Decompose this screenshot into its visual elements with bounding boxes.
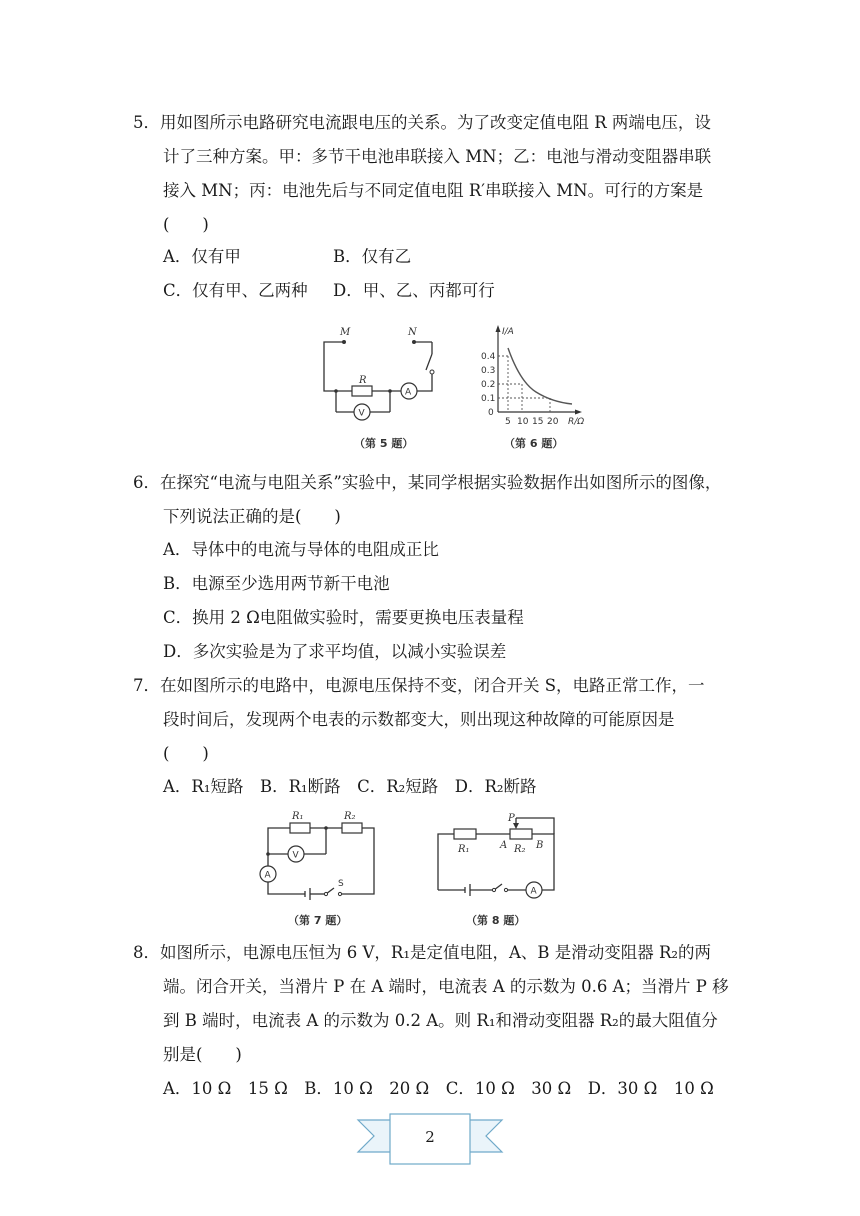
y-tick-0.2: 0.2 bbox=[481, 380, 496, 390]
q7-answer-blank: ( ) bbox=[163, 744, 209, 763]
y-axis-label: I/A bbox=[502, 327, 514, 337]
resistor-r1-symbol bbox=[454, 829, 476, 839]
q6-option-c: C．换用 2 Ω电阻做实验时，需要更换电压表量程 bbox=[163, 608, 524, 627]
q7-options: A．R₁短路 B．R₁断路 C．R₂短路 D．R₂断路 bbox=[163, 777, 537, 796]
q8-answer-blank: 别是( ) bbox=[163, 1045, 242, 1064]
x-tick-5: 5 bbox=[505, 417, 511, 427]
q5-answer-blank: ( ) bbox=[163, 215, 209, 234]
q5-option-a: A．仅有甲 bbox=[163, 247, 241, 266]
label-end-a: A bbox=[500, 840, 508, 851]
q8-line-3: 到 B 端时，电流表 A 的示数为 0.2 A。则 R₁和滑动变阻器 R₂的最大阻值分 bbox=[163, 1011, 718, 1030]
resistor-r-symbol bbox=[352, 386, 372, 396]
label-ammeter: A bbox=[405, 387, 412, 398]
figure-5-caption: （第 5 题） bbox=[354, 437, 414, 450]
page-number: 2 bbox=[425, 1128, 435, 1146]
label-voltmeter: V bbox=[358, 408, 365, 419]
q6-option-a: A．导体中的电流与导体的电阻成正比 bbox=[163, 540, 439, 559]
q5-option-b: B．仅有乙 bbox=[333, 247, 412, 266]
label-r1: R₁ bbox=[458, 844, 470, 855]
q6-line-1: 6．在探究“电流与电阻关系”实验中，某同学根据实验数据作出如图所示的图像， bbox=[133, 473, 722, 492]
q5-line-3: 接入 MN；丙：电池先后与不同定值电阻 R′串联接入 MN。可行的方案是 bbox=[163, 181, 704, 200]
rheostat-r2-symbol bbox=[510, 829, 532, 839]
y-tick-0: 0 bbox=[488, 408, 494, 418]
label-slider-p: P bbox=[508, 813, 515, 824]
label-r2: R₂ bbox=[344, 811, 356, 822]
y-tick-0.4: 0.4 bbox=[481, 352, 496, 362]
q6-option-d: D．多次实验是为了求平均值，以减小实验误差 bbox=[163, 642, 507, 661]
label-r2: R₂ bbox=[514, 844, 526, 855]
figure-6-caption: （第 6 题） bbox=[504, 437, 564, 450]
figure-8-caption: （第 8 题） bbox=[466, 914, 526, 927]
q8-line-2: 端。闭合开关，当滑片 P 在 A 端时，电流表 A 的示数为 0.6 A；当滑片 P 移 bbox=[163, 977, 729, 996]
figure-6-graph bbox=[474, 320, 598, 454]
q8-line-1: 8．如图所示，电源电压恒为 6 V，R₁是定值电阻，A、B 是滑动变阻器 R₂的两 bbox=[133, 943, 712, 962]
label-ammeter: A bbox=[530, 886, 537, 897]
q5-option-d: D．甲、乙、丙都可行 bbox=[333, 281, 495, 300]
q5-line-1: 5．用如图所示电路研究电流跟电压的关系。为了改变定值电阻 R 两端电压，设 bbox=[133, 113, 711, 132]
resistor-r2-symbol bbox=[342, 823, 362, 833]
page-number-box bbox=[386, 1114, 474, 1166]
figure-8-circuit bbox=[430, 808, 568, 934]
y-tick-0.3: 0.3 bbox=[481, 366, 496, 376]
q5-option-c: C．仅有甲、乙两种 bbox=[163, 281, 308, 300]
figure-7-circuit bbox=[256, 808, 386, 934]
q5-line-2: 计了三种方案。甲：多节干电池串联接入 MN；乙：电池与滑动变阻器串联 bbox=[163, 147, 712, 166]
label-end-b: B bbox=[536, 840, 544, 851]
q7-line-2: 段时间后，发现两个电表的示数都变大，则出现这种故障的可能原因是 bbox=[163, 710, 675, 729]
resistor-r1-symbol bbox=[290, 823, 310, 833]
label-m: M bbox=[340, 327, 351, 338]
label-voltmeter: V bbox=[292, 850, 299, 861]
y-tick-0.1: 0.1 bbox=[481, 394, 496, 404]
label-switch-s: S bbox=[338, 879, 344, 889]
label-n: N bbox=[408, 327, 417, 338]
q6-line-2: 下列说法正确的是( ) bbox=[163, 507, 341, 526]
figure-5-circuit bbox=[314, 320, 450, 454]
label-r1: R₁ bbox=[292, 811, 304, 822]
x-tick-20: 20 bbox=[547, 417, 559, 427]
label-ammeter: A bbox=[264, 870, 271, 881]
x-tick-15: 15 bbox=[532, 417, 544, 427]
x-tick-10: 10 bbox=[517, 417, 529, 427]
inverse-curve bbox=[508, 348, 572, 404]
label-r: R bbox=[359, 375, 367, 386]
q6-option-b: B．电源至少选用两节新干电池 bbox=[163, 574, 390, 593]
x-axis-label: R/Ω bbox=[568, 417, 585, 427]
q8-options: A．10 Ω 15 Ω B．10 Ω 20 Ω C．10 Ω 30 Ω D．30 Ω 10 Ω bbox=[163, 1079, 714, 1098]
q7-line-1: 7．在如图所示的电路中，电源电压保持不变，闭合开关 S，电路正常工作，一 bbox=[133, 676, 705, 695]
figure-7-caption: （第 7 题） bbox=[288, 914, 348, 927]
